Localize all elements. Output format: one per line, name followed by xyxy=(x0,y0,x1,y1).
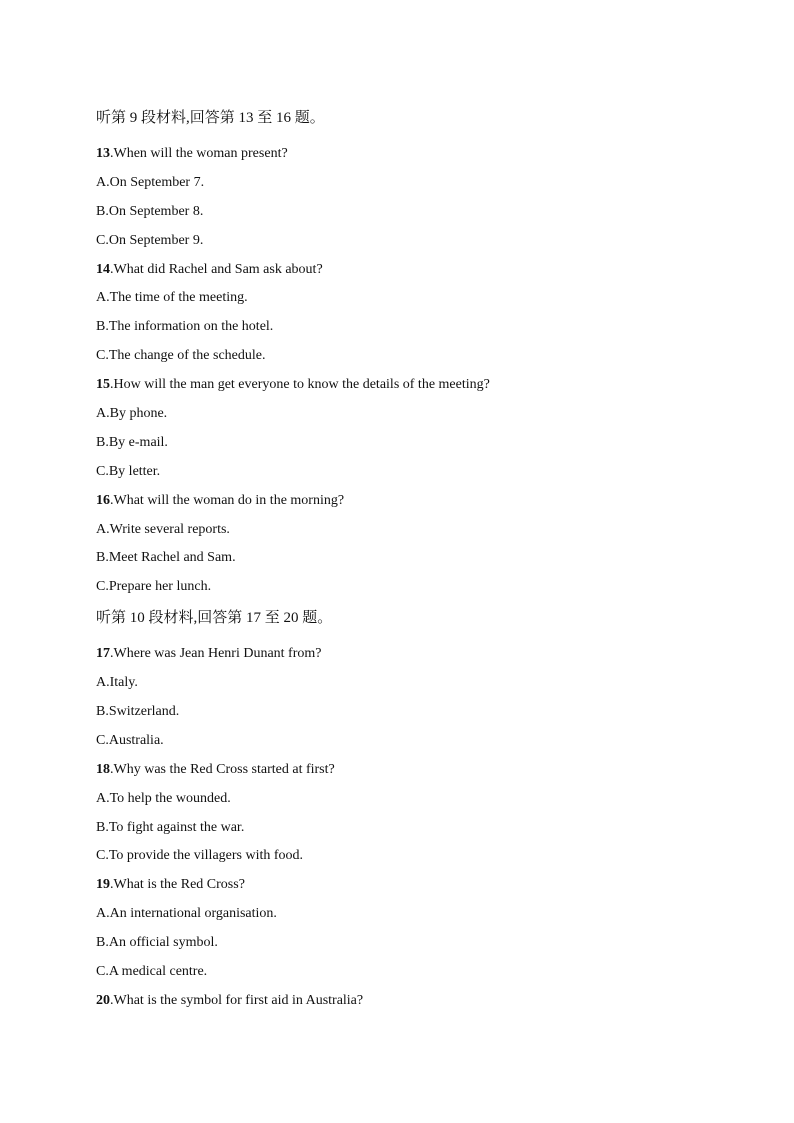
question-text: .What will the woman do in the morning? xyxy=(110,492,345,508)
question-16 xyxy=(96,491,716,511)
question-text: .When will the woman present? xyxy=(110,146,288,161)
option-15-b: B.By e-mail. xyxy=(96,434,168,450)
option-19-b: B.An official symbol. xyxy=(96,935,218,951)
question-number: 15 xyxy=(96,377,110,393)
question-number: 19 xyxy=(96,877,110,893)
question-number: 13 xyxy=(96,146,110,161)
question-20 xyxy=(96,991,716,1011)
question-text: .What is the symbol for first aid in Australia? xyxy=(110,992,364,1008)
option-13-c: C.On September 9. xyxy=(96,232,204,248)
option-13-b: B.On September 8. xyxy=(96,203,204,219)
option-16-c: C.Prepare her lunch. xyxy=(96,579,212,595)
question-number: 18 xyxy=(96,761,110,777)
option-13-a: A.On September 7. xyxy=(96,174,205,190)
option-17-a: A.Italy. xyxy=(96,675,138,691)
question-text: .What did Rachel and Sam ask about? xyxy=(110,261,323,277)
section-header: 听第 9 段材料,回答第 13 至 16 题。 xyxy=(96,110,325,126)
question-18 xyxy=(96,760,716,780)
question-13 xyxy=(96,144,716,164)
option-14-c: C.The change of the schedule. xyxy=(96,348,266,364)
option-18-a: A.To help the wounded. xyxy=(96,790,231,806)
option-17-c: C.Australia. xyxy=(96,732,164,748)
section-header: 听第 10 段材料,回答第 17 至 20 题。 xyxy=(96,610,333,627)
question-number: 17 xyxy=(96,646,110,662)
option-15-c: C.By letter. xyxy=(96,463,161,479)
option-18-b: B.To fight against the war. xyxy=(96,819,245,835)
option-14-b: B.The information on the hotel. xyxy=(96,319,274,335)
question-14 xyxy=(96,260,716,280)
question-text: .Where was Jean Henri Dunant from? xyxy=(110,646,322,662)
question-15 xyxy=(96,375,716,395)
option-19-c: C.A medical centre. xyxy=(96,964,208,980)
question-text: .What is the Red Cross? xyxy=(110,877,245,893)
question-17 xyxy=(96,644,716,664)
option-16-b: B.Meet Rachel and Sam. xyxy=(96,550,236,566)
option-18-c: C.To provide the villagers with food. xyxy=(96,848,304,864)
listening-questions xyxy=(96,106,716,1020)
question-text: .How will the man get everyone to know the details of the meeting? xyxy=(110,377,490,393)
option-19-a: A.An international organisation. xyxy=(96,906,277,922)
option-15-a: A.By phone. xyxy=(96,406,168,422)
question-number: 16 xyxy=(96,492,110,508)
option-14-a: A.The time of the meeting. xyxy=(96,290,248,306)
question-text: .Why was the Red Cross started at first? xyxy=(110,761,335,777)
option-17-b: B.Switzerland. xyxy=(96,704,180,720)
question-19 xyxy=(96,875,716,895)
option-16-a: A.Write several reports. xyxy=(96,521,230,537)
question-number: 20 xyxy=(96,992,110,1008)
question-number: 14 xyxy=(96,261,110,277)
